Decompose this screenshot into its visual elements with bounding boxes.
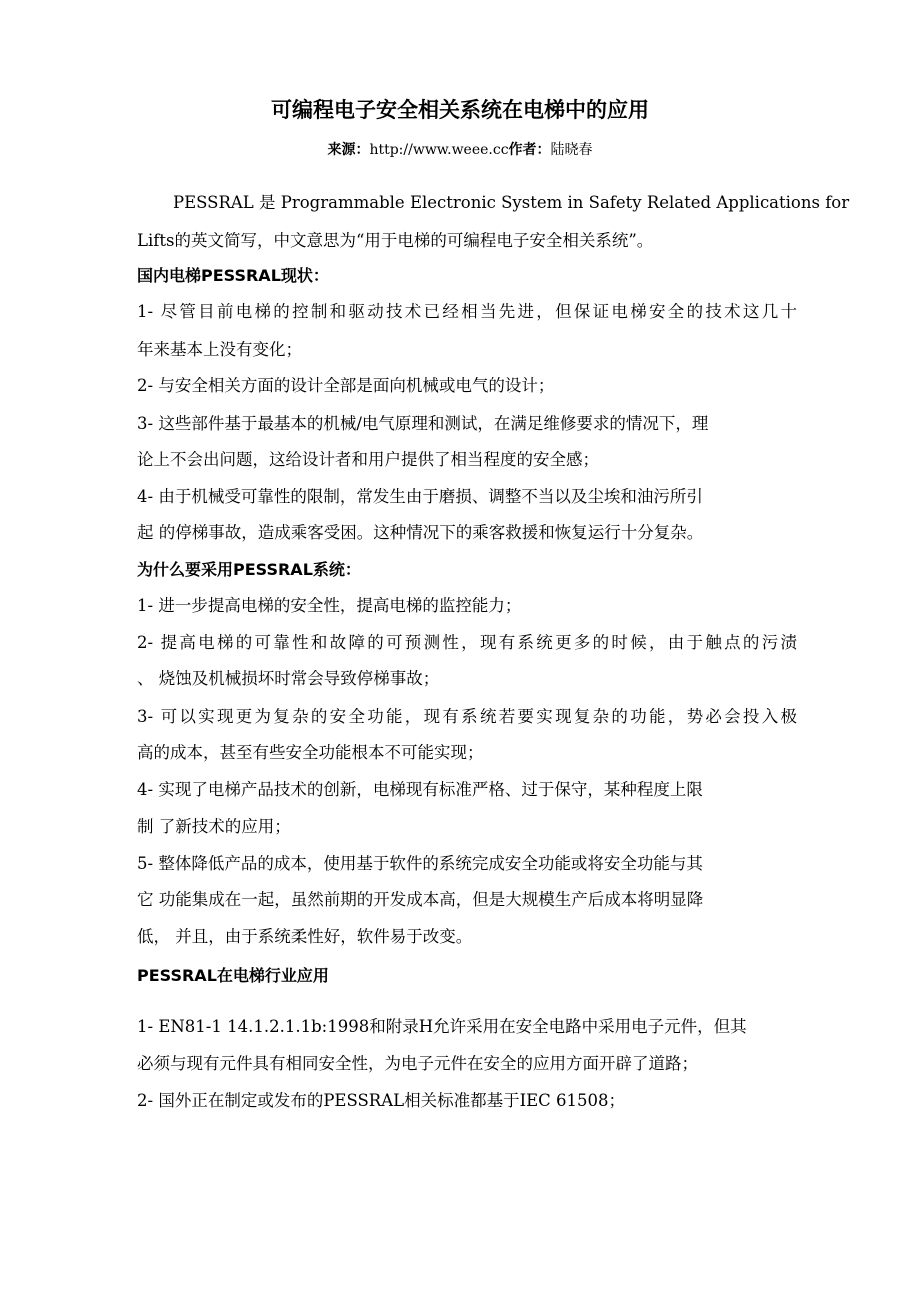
intro-line-1: PESSRAL 是 Programmable Electronic System in Safety Related Applications for (173, 193, 850, 212)
section2-line-6: 4- 实现了电梯产品技术的创新，电梯现有标准严格、过于保守，某种程度上限 (137, 780, 703, 799)
section1-line-2: 年来基本上没有变化； (137, 340, 302, 359)
section2-line-7: 制 了新技术的应用； (137, 817, 291, 836)
intro-line-2: Lifts的英文简写，中文意思为“用于电梯的可编程电子安全相关系统”。 (137, 231, 654, 250)
author-name: 陆晓春 (550, 142, 593, 158)
source-label: 来源： (327, 142, 370, 158)
section3-line-2: 必须与现有元件具有相同安全性，为电子元件在安全的应用方面开辟了道路； (137, 1054, 698, 1073)
section2-line-3: 、 烧蚀及机械损坏时常会导致停梯事故； (137, 669, 440, 688)
section1-line-3: 2- 与安全相关方面的设计全部是面向机械或电气的设计； (137, 376, 555, 395)
section3-line-1: 1- EN81-1 14.1.2.1.1b:1998和附录H允许采用在安全电路中采用电子元件，但其 (137, 1017, 747, 1036)
section2-line-5: 高的成本，甚至有些安全功能根本不可能实现； (137, 743, 484, 762)
author-label: 作者： (508, 142, 551, 158)
section1-line-7: 起 的停梯事故，造成乘客受困。这种情况下的乘客救援和恢复运行十分复杂。 (137, 523, 704, 542)
section2-line-2: 2- 提高电梯的可靠性和故障的可预测性，现有系统更多的时候，由于触点的污渍 (137, 633, 797, 652)
section1-line-6: 4- 由于机械受可靠性的限制，常发生由于磨损、调整不当以及尘埃和油污所引 (137, 487, 703, 506)
source-line (0, 139, 920, 161)
source-url: http://www.weee.cc (369, 142, 509, 158)
document-title: 可编程电子安全相关系统在电梯中的应用 (271, 98, 649, 122)
section-heading-why: 为什么要采用PESSRAL系统： (137, 560, 361, 579)
section2-line-8: 5- 整体降低产品的成本，使用基于软件的系统完成安全功能或将安全功能与其 (137, 854, 703, 873)
section2-line-1: 1- 进一步提高电梯的安全性，提高电梯的监控能力； (137, 596, 522, 615)
section-heading-status: 国内电梯PESSRAL现状： (137, 266, 329, 285)
section1-line-1: 1- 尽管目前电梯的控制和驱动技术已经相当先进，但保证电梯安全的技术这几十 (137, 302, 797, 321)
section2-line-9: 它 功能集成在一起，虽然前期的开发成本高，但是大规模生产后成本将明显降 (137, 890, 704, 909)
section2-line-10: 低， 并且，由于系统柔性好，软件易于改变。 (137, 927, 473, 946)
section2-line-4: 3- 可以实现更为复杂的安全功能，现有系统若要实现复杂的功能，势必会投入极 (137, 707, 797, 726)
section1-line-4: 3- 这些部件基于最基本的机械/电气原理和测试，在满足维修要求的情况下，理 (137, 414, 709, 433)
section1-line-5: 论上不会出问题，这给设计者和用户提供了相当程度的安全感； (137, 450, 599, 469)
section3-line-3: 2- 国外正在制定或发布的PESSRAL相关标准都基于IEC 61508； (137, 1091, 625, 1110)
section-heading-application: PESSRAL在电梯行业应用 (137, 966, 329, 985)
